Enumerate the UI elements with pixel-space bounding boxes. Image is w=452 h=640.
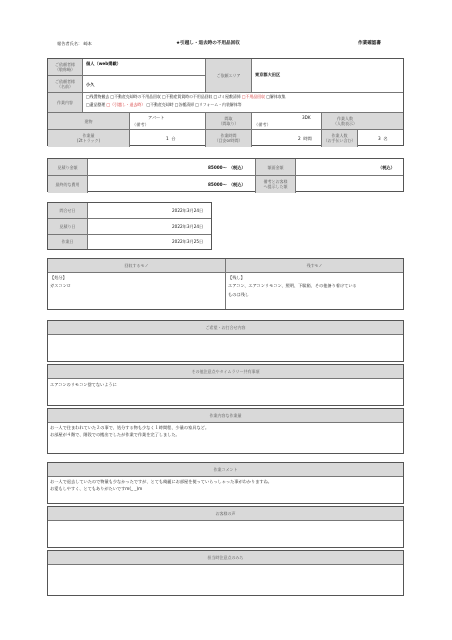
section-header	[48, 507, 403, 521]
name-label-sub: （敬称略）	[55, 67, 75, 72]
section-box	[47, 408, 404, 454]
time-unit: 時間	[303, 136, 312, 141]
page-title: ★引越し・退去時の不用品回収	[176, 41, 240, 46]
date-label-cell	[48, 203, 88, 219]
extra-label-cell	[256, 176, 296, 193]
pricing-table	[47, 158, 404, 192]
work-option[interactable]: □（引越し・退去時）	[106, 101, 146, 107]
layout-value: 3DK	[302, 115, 311, 120]
truck-label-cell	[48, 130, 130, 147]
other-value-cell	[296, 159, 403, 176]
type-label-cell	[48, 113, 130, 130]
items-table	[47, 258, 404, 310]
layout-note: （備考）	[254, 122, 271, 128]
addr-label: ご依頼者様	[55, 79, 75, 84]
work-option[interactable]: □不動産賃貸時の不用品回収	[162, 94, 213, 99]
date-label: 問合せ日	[59, 208, 76, 213]
work-label-cell	[48, 93, 83, 113]
truck-value-cell	[130, 130, 206, 147]
est-label-cell	[48, 159, 88, 176]
left-header-cell	[48, 259, 226, 273]
work-row-2	[86, 103, 403, 108]
floor-label-sub: （お手伝い含む）	[323, 138, 356, 143]
type-value: アパート	[148, 115, 165, 120]
section-box	[47, 364, 404, 406]
layout-label-sub: （間取り）	[218, 121, 239, 126]
final-value-cell	[88, 176, 256, 193]
layout-label: 間取	[224, 116, 233, 121]
work-option[interactable]: □各種清掃	[174, 101, 194, 107]
work-row-1	[86, 95, 403, 100]
area-value: 東京都大田区	[255, 72, 281, 77]
section-box	[47, 550, 404, 596]
truck-value: 1	[166, 136, 169, 141]
worker-label-cell	[322, 113, 403, 130]
addr-label-cell	[48, 76, 83, 93]
floor-value: 3	[378, 136, 381, 141]
section-body-line: お愛もしやすく、とてもありがたいですm(_ _)m	[50, 486, 143, 492]
section-body-line: お部屋が４階で、階段での搬出でしたが作業で作業を完了しました。	[50, 432, 180, 438]
extra-value-cell	[296, 176, 403, 193]
confirm-label: 作業確認書	[358, 41, 381, 46]
date-value: 2022年3月24日	[172, 224, 204, 229]
section-body-line: お一人で住まわれていた２の事で、処分する物も少なく１時間程、少量の家具など。	[50, 425, 210, 430]
est-value: 85000～ （税込）	[208, 165, 246, 170]
worker-label-sub: （人数表示）	[333, 121, 357, 126]
name-value: 個人（web掲載）	[86, 61, 121, 66]
floor-label-cell	[322, 130, 358, 147]
other-label: 額面金額	[267, 165, 284, 170]
left-title: 【処分】	[50, 275, 67, 280]
date-value: 2022年3月25日	[172, 239, 204, 244]
right-body: エアコン、エアコンリモコン、照明、下駄箱、その他备り着けている	[228, 283, 357, 289]
time-value-cell	[252, 130, 322, 147]
final-value: 85000～ （税込）	[208, 182, 246, 187]
extra-label-sub: へ提示した額	[263, 184, 288, 189]
section-header	[48, 321, 403, 335]
work-option[interactable]: □不用品回収	[241, 94, 266, 99]
creator-name: 崎本	[83, 41, 92, 46]
right-header-cell	[226, 259, 403, 273]
floor-label: 作業人数	[331, 133, 348, 138]
section-header	[48, 463, 403, 477]
right-body-cell	[226, 273, 403, 309]
section-title: その他注意点やタイムラリー共有事項	[191, 369, 260, 374]
section-title: 作業コメント	[213, 467, 238, 472]
area-label: ご依頼エリア	[216, 73, 241, 78]
est-label: 見積り金額	[57, 165, 78, 170]
right-body-2: ものは残し	[228, 291, 249, 297]
info-table	[47, 58, 404, 146]
work-option[interactable]: □不動産売却時	[146, 101, 174, 107]
date-value-cell	[88, 235, 211, 249]
work-option[interactable]: □リフォーム・内装解体等	[195, 101, 242, 107]
addr-label-sub: （名前）	[57, 84, 73, 89]
right-header: 残すモノ	[306, 263, 323, 268]
work-option[interactable]: □遺品整理	[86, 101, 106, 107]
date-label: 見積り日	[59, 224, 76, 229]
extra-label: 備考とお客様	[263, 179, 288, 184]
date-label-cell	[48, 235, 88, 249]
name-label: ご依頼者様	[55, 62, 75, 67]
section-header	[48, 551, 403, 565]
section-header	[48, 365, 403, 379]
creator-label-text: 報告者氏名：	[57, 41, 83, 46]
floor-value-cell	[358, 130, 403, 147]
creator-label	[57, 41, 92, 46]
left-header: 回収するモノ	[124, 263, 149, 268]
left-body: ガスコンロ	[50, 283, 71, 289]
work-option[interactable]: □解体収集	[266, 94, 286, 99]
other-label-cell	[256, 159, 296, 176]
section-body-line: エアコンのリモコン捨てないように	[50, 382, 117, 387]
section-title: 担当時注意点のみち	[207, 555, 244, 560]
type-note: （備考）	[132, 122, 149, 128]
area-value-cell	[252, 59, 403, 93]
work-option[interactable]: □ゴミ屋敷清掃	[213, 94, 241, 99]
date-value-cell	[88, 219, 211, 235]
date-label: 作業日	[61, 239, 74, 244]
section-title: お客様の声	[215, 511, 236, 516]
section-box	[47, 506, 404, 548]
work-option[interactable]: □残置物撤去	[86, 94, 110, 99]
final-label-cell	[48, 176, 88, 193]
type-label: 建物	[84, 119, 93, 124]
left-body-cell	[48, 273, 226, 309]
section-title: ご希望・お打合せ内容	[205, 325, 246, 330]
final-label: 最終的な費用	[55, 182, 80, 187]
time-label-sub: （目安or時間）	[214, 138, 243, 143]
section-box	[47, 320, 404, 362]
worker-label: 作業人数	[337, 116, 353, 121]
date-label-cell	[48, 219, 88, 235]
time-label-cell	[206, 130, 252, 147]
type-value-cell	[130, 113, 206, 130]
truck-label-sub: (2tトラック)	[76, 138, 101, 143]
other-value: （税込）	[378, 165, 395, 170]
truck-label: 作業量	[82, 133, 95, 138]
dates-table	[47, 202, 212, 250]
area-label-cell	[206, 59, 252, 93]
addr-value: 小久	[86, 82, 95, 87]
floor-unit: 名	[383, 136, 388, 141]
work-option[interactable]: □不動産売却時の不用品回収	[110, 94, 161, 99]
name-label-cell	[48, 59, 83, 76]
layout-label-cell	[206, 113, 252, 130]
est-value-cell	[88, 159, 256, 176]
section-title: 作業内容な作業量	[209, 413, 242, 418]
time-label: 作業時間	[220, 133, 237, 138]
date-value: 2022年3月24日	[172, 208, 204, 213]
work-value-cell	[83, 93, 403, 113]
section-box	[47, 462, 404, 504]
time-value: 2	[298, 136, 301, 141]
work-label: 作業内容	[57, 100, 73, 105]
truck-unit: 台	[171, 136, 176, 141]
section-body-line: お一人で退去していたので物量も少なかったですが、とても綺麗にお部屋を使っていらっしゃった事がわかりますね。	[50, 479, 272, 484]
name-value-cell	[83, 59, 206, 76]
right-title: 【残し】	[228, 275, 245, 280]
section-header	[48, 409, 403, 423]
date-value-cell	[88, 203, 211, 219]
addr-value-cell	[83, 76, 206, 93]
